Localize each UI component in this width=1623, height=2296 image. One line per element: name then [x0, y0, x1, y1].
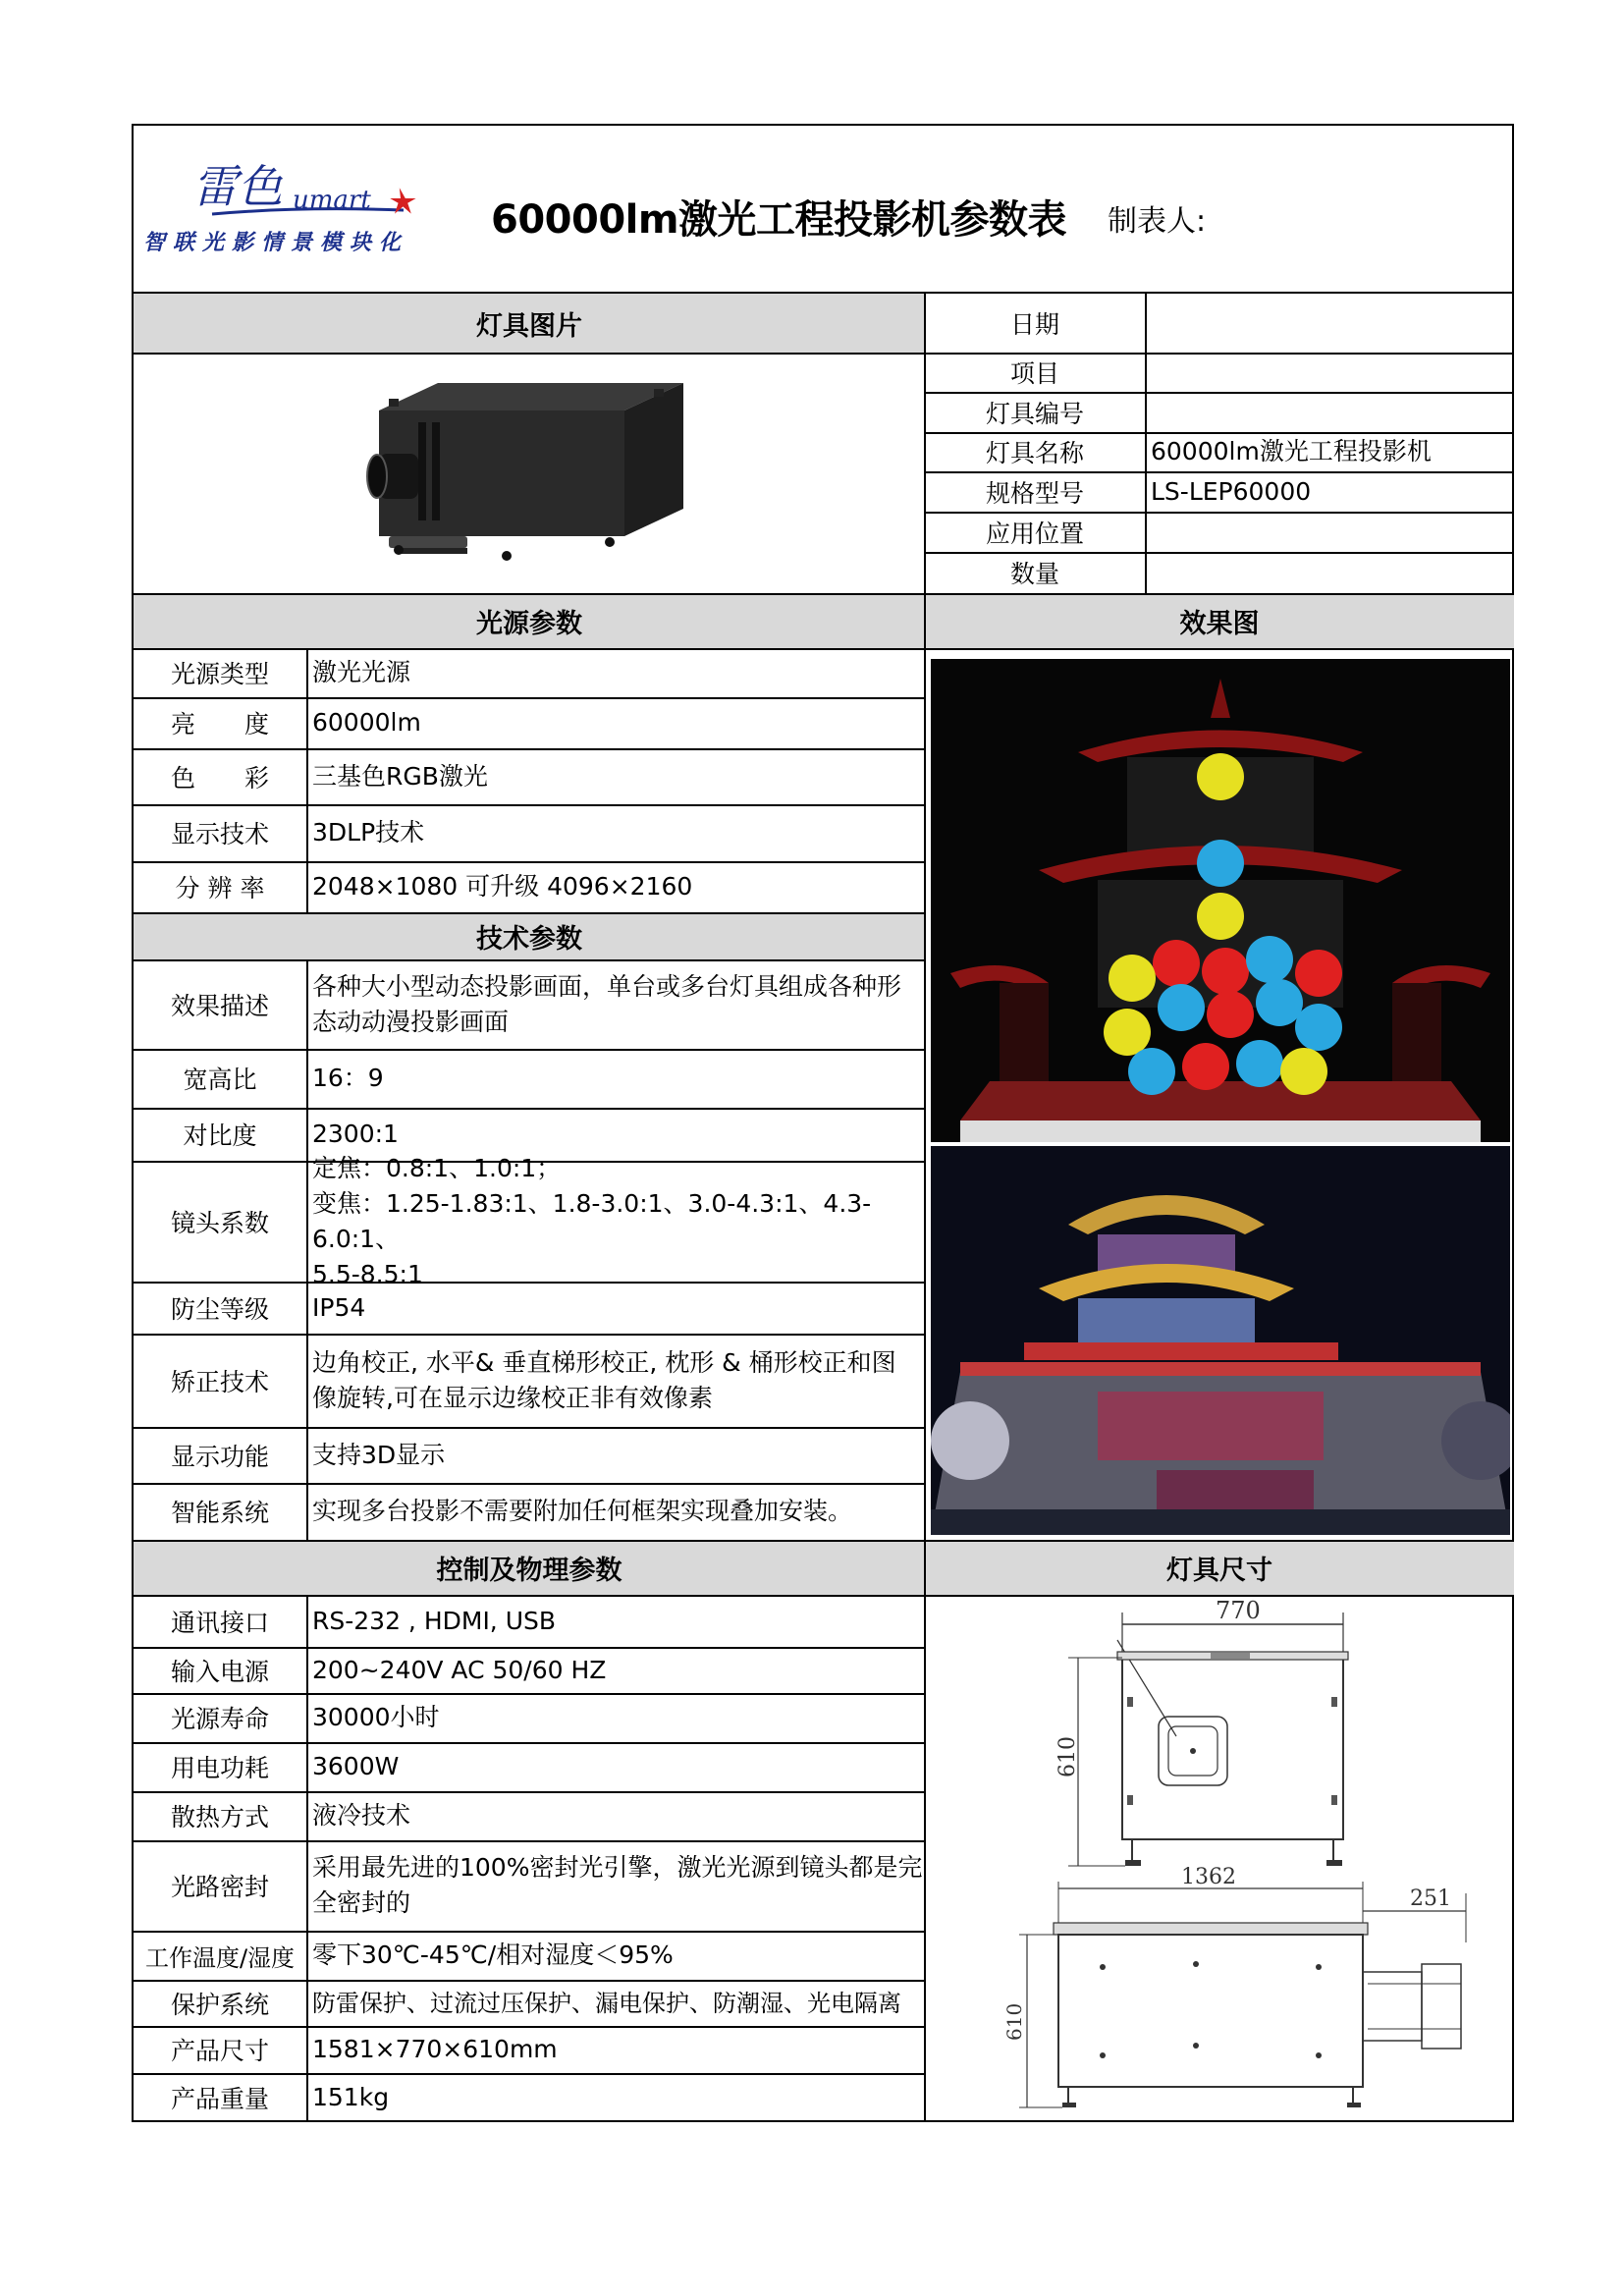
- light-param-label: 光源类型: [170, 660, 269, 688]
- control-param-value: 151kg: [312, 2083, 390, 2111]
- info-label: 灯具编号: [985, 399, 1084, 428]
- control-param-value: [308, 1840, 929, 1931]
- section-light-source: 光源参数: [476, 608, 582, 639]
- tech-param-value: 实现多台投影不需要附加任何框架实现叠加安装。: [312, 1497, 853, 1525]
- tech-param-value: 各种大小型动态投影画面，单台或多台灯具组成各种形态动动漫投影画面: [312, 971, 902, 1036]
- info-label: 规格型号: [985, 478, 1084, 508]
- front-width-dim: 770: [1216, 1599, 1261, 1624]
- control-param-label: 光路密封: [170, 1873, 269, 1901]
- tech-param-value: 16：9: [312, 1064, 384, 1092]
- control-param-value: 零下30℃-45℃/相对湿度＜95%: [312, 1941, 674, 1969]
- control-param-value: 防雷保护、过流过压保护、漏电保护、防潮湿、光电隔离: [312, 1989, 901, 2017]
- dimension-drawing: [931, 1599, 1510, 2119]
- side-height-dim: 610: [1002, 2002, 1026, 2041]
- tech-param-value: 2300:1: [312, 1120, 399, 1148]
- info-label: 应用位置: [985, 519, 1084, 548]
- maker-label: 制表人:: [1108, 204, 1207, 239]
- info-value: 60000lm激光工程投影机: [1151, 437, 1432, 465]
- light-param-value: 三基色RGB激光: [312, 761, 488, 791]
- sealing-line: 全密封的: [312, 1888, 411, 1917]
- info-value: [1147, 353, 1518, 392]
- control-param-value: 液冷技术: [312, 1801, 411, 1830]
- sealing-line: 采用最先进的100%密封光引擎，激光光源到镜头都是完: [312, 1853, 923, 1882]
- info-label: 灯具名称: [985, 439, 1084, 467]
- light-param-label: 色 彩: [170, 763, 269, 793]
- page-title: 60000lm激光工程投影机参数表: [491, 197, 1067, 243]
- correction-line: 像旋转,可在显示边缘校正非有效像素: [312, 1383, 713, 1412]
- light-param-value: 激光光源: [312, 658, 411, 686]
- info-value: [1147, 392, 1518, 432]
- light-param-value: 2048×1080 可升级 4096×2160: [312, 872, 693, 901]
- lens-line: 5.5-8.5:1: [312, 1259, 423, 1288]
- section-fixture-image: 灯具图片: [476, 310, 582, 342]
- light-param-value: 3DLP技术: [312, 818, 425, 847]
- company-slogan: 智联光影情景模块化: [143, 230, 409, 255]
- info-value: [1147, 552, 1518, 593]
- correction-line: 边角校正, 水平& 垂直梯形校正, 枕形 & 桶形校正和图: [312, 1347, 896, 1377]
- side-length-dim: 1362: [1181, 1865, 1236, 1889]
- tech-param-value: [308, 1153, 929, 1288]
- control-param-label: 光源寿命: [170, 1705, 269, 1733]
- tech-param-label: 矫正技术: [170, 1367, 269, 1396]
- control-param-label: 工作温度/湿度: [144, 1943, 296, 1972]
- tech-param-label: 宽高比: [183, 1066, 257, 1094]
- section-fixture-size: 灯具尺寸: [1166, 1555, 1272, 1586]
- light-param-label: 亮 度: [170, 710, 269, 738]
- tech-param-value: IP54: [312, 1292, 366, 1322]
- control-param-value: RS-232 , HDMI, USB: [312, 1606, 557, 1635]
- info-value: LS-LEP60000: [1151, 476, 1312, 506]
- tech-param-label: 显示功能: [170, 1442, 269, 1471]
- info-label: 日期: [1009, 310, 1059, 339]
- control-param-label: 输入电源: [170, 1657, 269, 1686]
- tech-param-value: [308, 1334, 929, 1427]
- info-label: 项目: [1009, 359, 1059, 388]
- effect-image-pagoda-projection: [931, 659, 1510, 1142]
- tech-param-label: 对比度: [183, 1121, 257, 1150]
- control-param-value: 200~240V AC 50/60 HZ: [312, 1655, 607, 1684]
- lens-line: 变焦：1.25-1.83:1、1.8-3.0:1、3.0-4.3:1、4.3-6.0:1、: [312, 1188, 872, 1253]
- spec-sheet: [132, 124, 1514, 2122]
- section-effect-image: 效果图: [1179, 608, 1260, 639]
- logo-latin: umart: [293, 186, 371, 215]
- tech-param-label: 防尘等级: [170, 1294, 269, 1324]
- effect-image-city-wall: [931, 1146, 1510, 1535]
- tech-param-value: 支持3D显示: [312, 1440, 446, 1469]
- lens-line: 定焦：0.8:1、1.0:1；: [312, 1153, 562, 1182]
- control-param-label: 散热方式: [170, 1803, 269, 1831]
- control-param-value: 30000小时: [312, 1703, 440, 1731]
- light-param-label: 分 辨 率: [175, 874, 265, 902]
- control-param-value: 3600W: [312, 1752, 400, 1780]
- section-control-physical: 控制及物理参数: [436, 1555, 622, 1586]
- info-value: [1147, 294, 1518, 353]
- lens-length-dim: 251: [1410, 1886, 1451, 1911]
- front-height-dim: 610: [1055, 1736, 1080, 1777]
- control-param-value: 1581×770×610mm: [312, 2035, 558, 2063]
- logo-glyphs: 雷色: [192, 160, 283, 213]
- control-param-label: 用电功耗: [170, 1754, 269, 1782]
- section-technical: 技术参数: [476, 923, 582, 955]
- light-param-value: 60000lm: [312, 708, 421, 737]
- light-param-label: 显示技术: [170, 820, 269, 848]
- control-param-label: 通讯接口: [170, 1608, 269, 1637]
- tech-param-label: 效果描述: [170, 991, 269, 1020]
- projector-image: [359, 371, 693, 568]
- control-param-label: 保护系统: [170, 1990, 269, 2019]
- tech-param-label: 镜头系数: [170, 1208, 269, 1237]
- control-param-label: 产品重量: [170, 2085, 269, 2113]
- tech-param-label: 智能系统: [170, 1499, 269, 1527]
- control-param-label: 产品尺寸: [170, 2037, 269, 2065]
- info-label: 数量: [1009, 560, 1059, 588]
- info-value: [1147, 512, 1518, 552]
